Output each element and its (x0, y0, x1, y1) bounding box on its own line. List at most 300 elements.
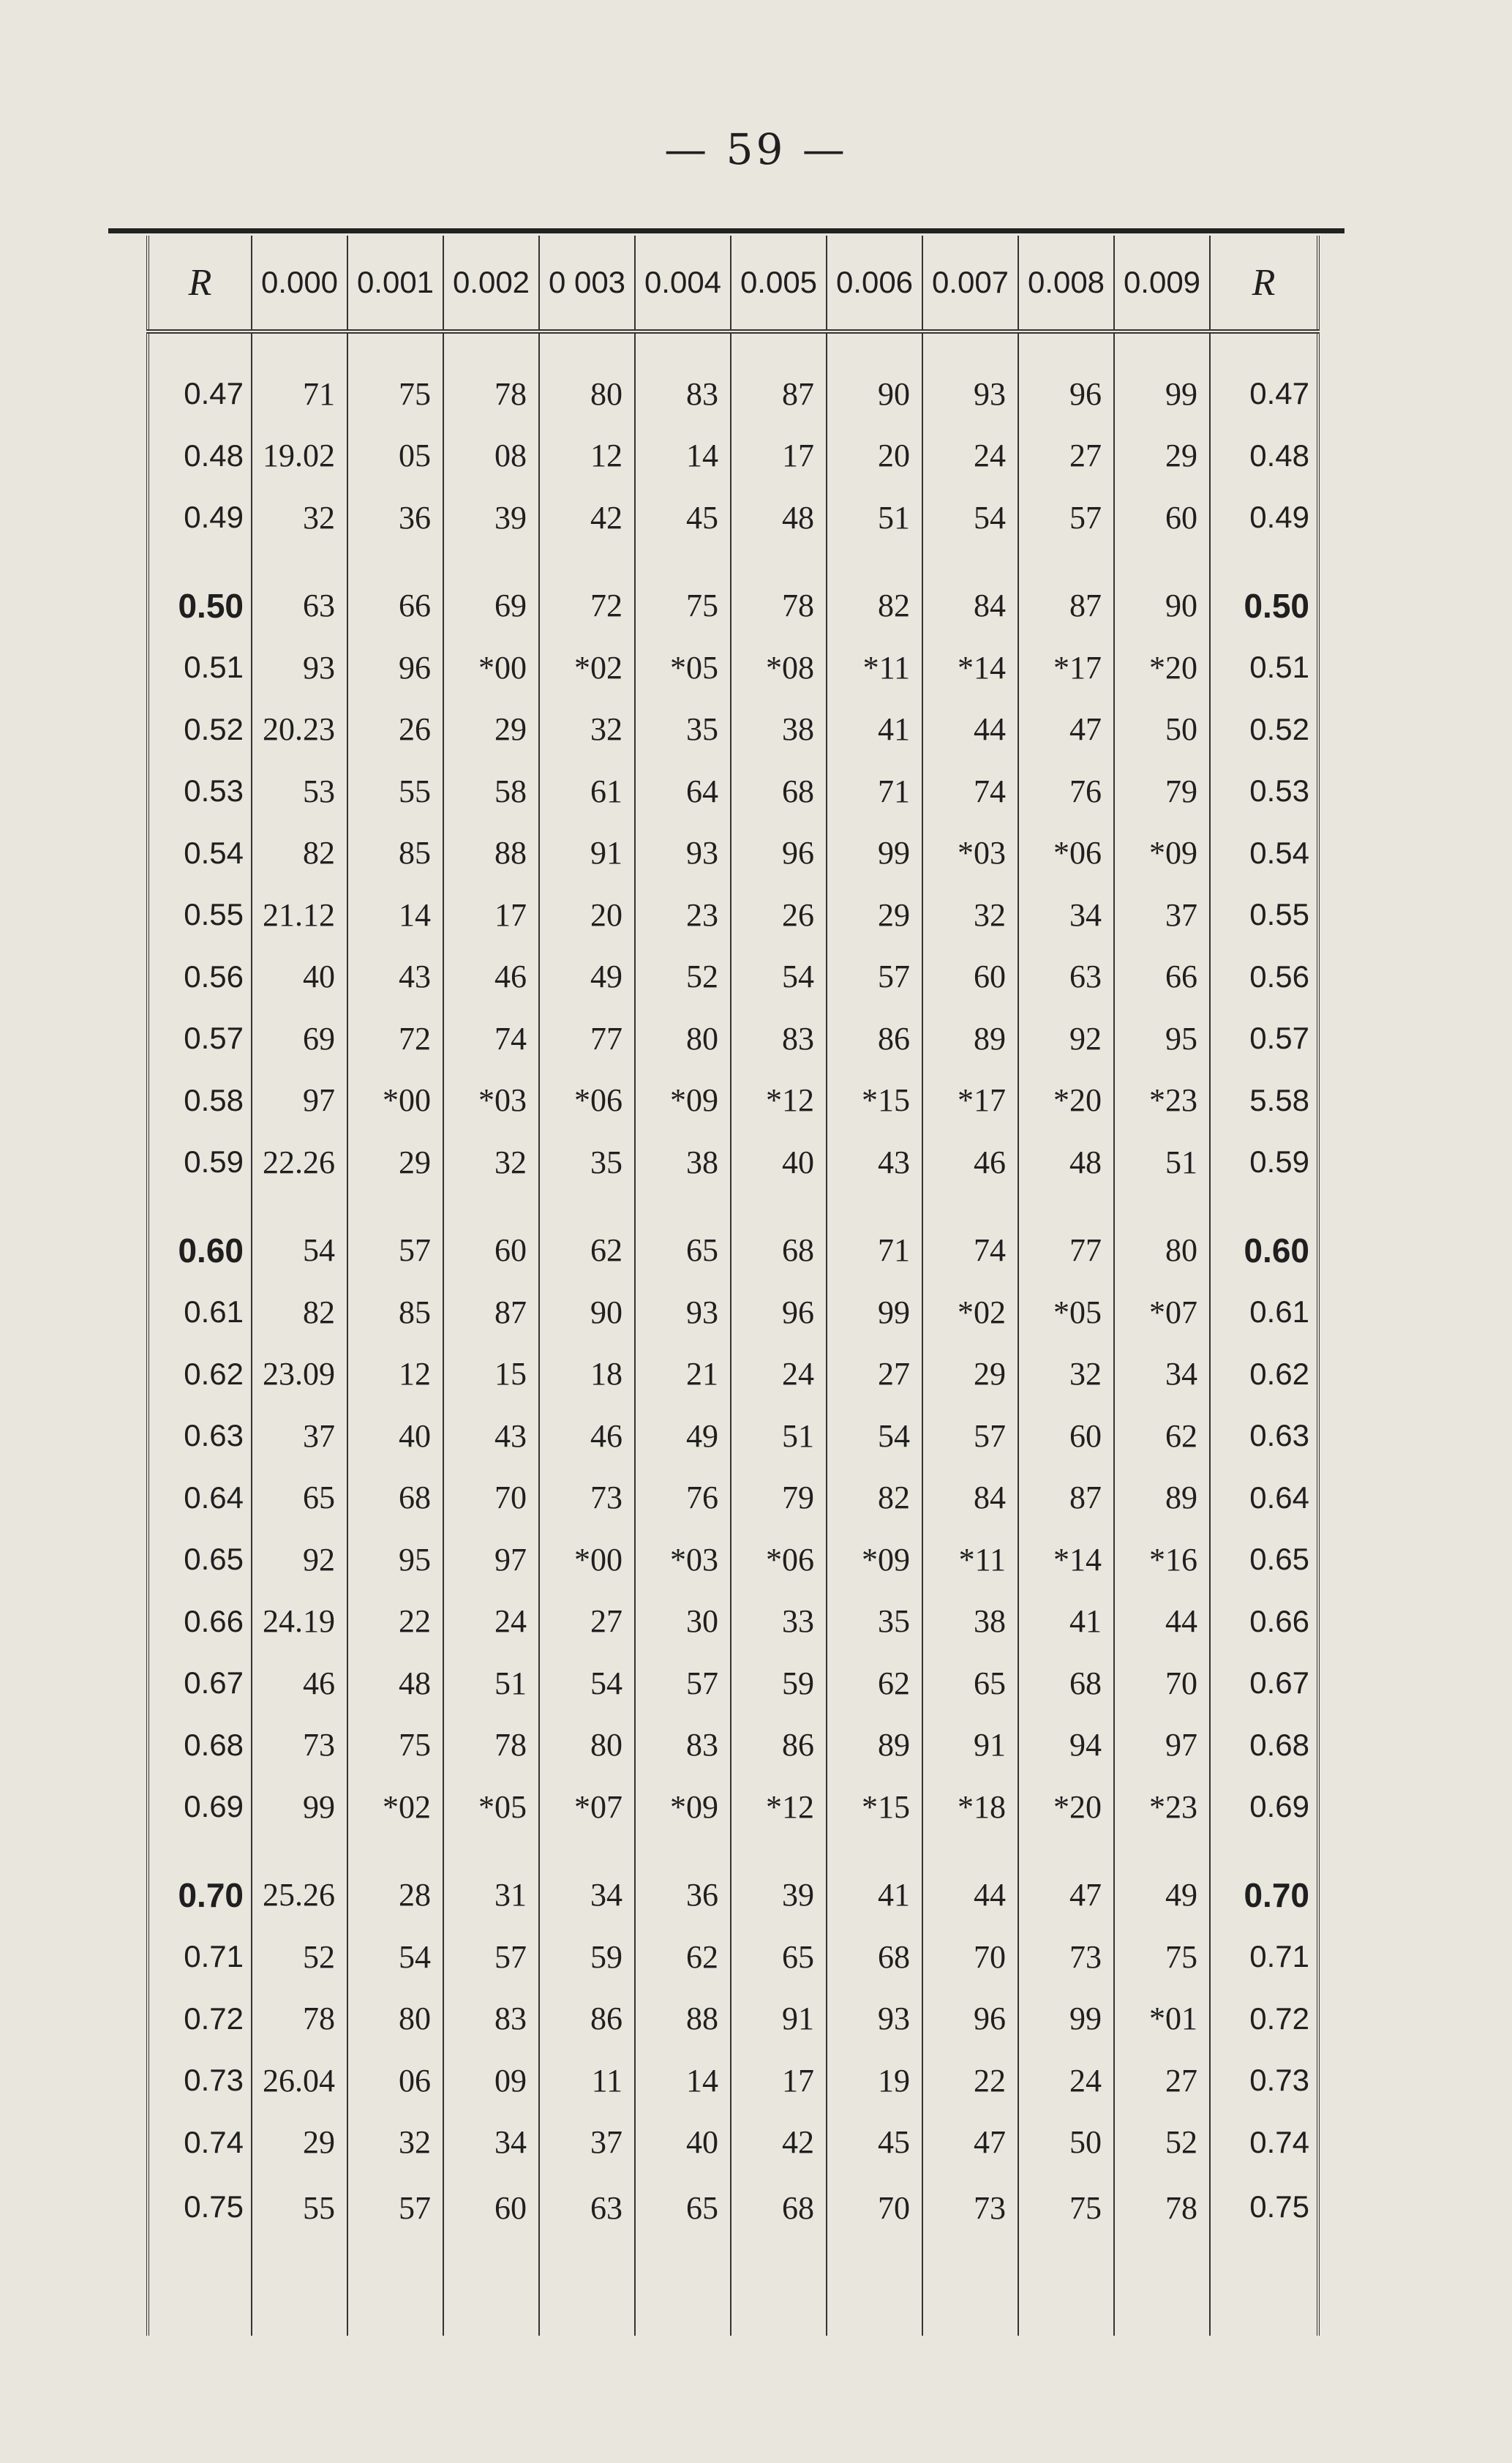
row-label-left: 0.65 (148, 1529, 252, 1591)
table-cell: 73 (922, 2173, 1018, 2336)
row-label-right: 0.59 (1210, 1131, 1318, 1193)
table-cell: 47 (922, 2112, 1018, 2174)
row-label-left: 0.64 (148, 1467, 252, 1529)
table-cell: 44 (922, 1838, 1018, 1927)
table-row (148, 637, 1318, 699)
table-cell: 41 (827, 699, 922, 761)
table-cell: 38 (922, 1591, 1018, 1653)
header-col: 0.005 (731, 236, 827, 331)
table-cell: 80 (539, 331, 635, 425)
table-cell: 66 (1114, 946, 1210, 1008)
table-cell: 51 (827, 487, 922, 549)
table-cell: *14 (922, 637, 1018, 699)
table-cell: 40 (252, 946, 347, 1008)
table-cell: 80 (347, 1988, 443, 2050)
row-label-right: 0.69 (1210, 1776, 1318, 1838)
table-cell: *23 (1114, 1776, 1210, 1838)
table-cell: 54 (252, 1193, 347, 1282)
table-row (148, 1405, 1318, 1467)
table-cell: 68 (827, 1926, 922, 1988)
table-cell: 75 (347, 331, 443, 425)
table-cell: 27 (827, 1343, 922, 1406)
table-cell: 60 (922, 946, 1018, 1008)
table-cell: *02 (347, 1776, 443, 1838)
row-label-left: 0.68 (148, 1714, 252, 1777)
table-cell: 22 (922, 2050, 1018, 2112)
table-cell: 88 (443, 822, 539, 885)
table-cell: 40 (635, 2112, 731, 2174)
table-row (148, 2050, 1318, 2112)
row-label-right: 0.48 (1210, 425, 1318, 487)
table-cell: 35 (539, 1131, 635, 1193)
table-cell: 24 (443, 1591, 539, 1653)
table-cell: 34 (1018, 884, 1114, 946)
table-cell: 82 (252, 1281, 347, 1343)
table-cell: *02 (539, 637, 635, 699)
table-cell: *11 (827, 637, 922, 699)
table-cell: 80 (635, 1008, 731, 1070)
table-cell: 97 (443, 1529, 539, 1591)
table-cell: 57 (1018, 487, 1114, 549)
row-label-right: 0.55 (1210, 884, 1318, 946)
table-cell: *07 (1114, 1281, 1210, 1343)
row-label-left: 0.56 (148, 946, 252, 1008)
table-cell: 71 (827, 760, 922, 822)
table-row (148, 946, 1318, 1008)
table-cell: 99 (827, 822, 922, 885)
table-cell: 70 (1114, 1652, 1210, 1714)
row-label-left: 0.59 (148, 1131, 252, 1193)
table-cell: 87 (1018, 549, 1114, 637)
table-cell: 96 (731, 822, 827, 885)
logarithm-table (146, 236, 1320, 2336)
table-cell: 43 (347, 946, 443, 1008)
table-cell: 48 (1018, 1131, 1114, 1193)
row-label-right: 0.74 (1210, 2112, 1318, 2174)
table-cell: *00 (539, 1529, 635, 1591)
table-cell: 75 (347, 1714, 443, 1777)
table-cell: 93 (252, 637, 347, 699)
table-cell: 60 (1114, 487, 1210, 549)
table-cell: 49 (539, 946, 635, 1008)
table-cell: 43 (827, 1131, 922, 1193)
table-cell: 68 (731, 2173, 827, 2336)
row-label-left: 0.53 (148, 760, 252, 822)
row-label-right: 0.72 (1210, 1988, 1318, 2050)
table-cell: 71 (252, 331, 347, 425)
table-cell: 68 (731, 760, 827, 822)
table-cell: 30 (635, 1591, 731, 1653)
row-label-left: 0.48 (148, 425, 252, 487)
table-cell: 71 (827, 1193, 922, 1282)
table-cell: 24 (731, 1343, 827, 1406)
table-cell: 65 (252, 1467, 347, 1529)
table-cell: 86 (731, 1714, 827, 1777)
table-cell: 36 (635, 1838, 731, 1927)
table-cell: 78 (731, 549, 827, 637)
table-cell: 29 (443, 699, 539, 761)
table-cell: 08 (443, 425, 539, 487)
row-label-right: 0.71 (1210, 1926, 1318, 1988)
table-cell: 90 (1114, 549, 1210, 637)
table-cell: *00 (443, 637, 539, 699)
table-cell: 33 (731, 1591, 827, 1653)
header-col: 0.000 (252, 236, 347, 331)
table-cell: 59 (731, 1652, 827, 1714)
row-label-left: 0.61 (148, 1281, 252, 1343)
table-cell: 42 (539, 487, 635, 549)
row-label-left: 0.60 (148, 1193, 252, 1282)
row-label-right: 0.67 (1210, 1652, 1318, 1714)
table-cell: 93 (635, 822, 731, 885)
table-cell: *12 (731, 1776, 827, 1838)
table-cell: 17 (731, 425, 827, 487)
table-cell: 99 (1114, 331, 1210, 425)
table-cell: 37 (252, 1405, 347, 1467)
table-cell: 26 (731, 884, 827, 946)
table-cell: 35 (827, 1591, 922, 1653)
table-cell: 47 (1018, 699, 1114, 761)
table-cell: 20 (827, 425, 922, 487)
table-cell: 99 (252, 1776, 347, 1838)
table-cell: 74 (922, 1193, 1018, 1282)
table-cell: 91 (539, 822, 635, 885)
table-row (148, 1652, 1318, 1714)
row-label-left: 0.52 (148, 699, 252, 761)
row-label-right: 0.73 (1210, 2050, 1318, 2112)
table-row (148, 331, 1318, 425)
table-row (148, 1281, 1318, 1343)
table-cell: 12 (347, 1343, 443, 1406)
table-cell: 46 (443, 946, 539, 1008)
table-cell: 52 (1114, 2112, 1210, 2174)
table-cell: 86 (539, 1988, 635, 2050)
table-cell: 93 (922, 331, 1018, 425)
table-cell: *20 (1018, 1070, 1114, 1132)
table-row (148, 699, 1318, 761)
top-rule (108, 228, 1344, 233)
table-cell: 15 (443, 1343, 539, 1406)
table-cell: 68 (347, 1467, 443, 1529)
table-cell: *16 (1114, 1529, 1210, 1591)
table-cell: 78 (1114, 2173, 1210, 2336)
table-cell: 65 (922, 1652, 1018, 1714)
table-cell: 65 (731, 1926, 827, 1988)
table-cell: 96 (347, 637, 443, 699)
table-cell: 92 (1018, 1008, 1114, 1070)
table-cell: 57 (443, 1926, 539, 1988)
table-cell: 21.12 (252, 884, 347, 946)
table-row (148, 1193, 1318, 1282)
table-cell: 83 (443, 1988, 539, 2050)
table-cell: 72 (539, 549, 635, 637)
table-cell: 80 (1114, 1193, 1210, 1282)
table-cell: 91 (731, 1988, 827, 2050)
table-row (148, 1070, 1318, 1132)
table-cell: 57 (827, 946, 922, 1008)
table-row (148, 425, 1318, 487)
table-cell: 54 (827, 1405, 922, 1467)
table-cell: 70 (443, 1467, 539, 1529)
table-cell: *03 (443, 1070, 539, 1132)
table-cell: 65 (635, 1193, 731, 1282)
table-cell: 29 (1114, 425, 1210, 487)
table-cell: 73 (1018, 1926, 1114, 1988)
table-cell: 50 (1114, 699, 1210, 761)
table-cell: 82 (827, 549, 922, 637)
table-cell: 40 (347, 1405, 443, 1467)
table-cell: 20 (539, 884, 635, 946)
table-cell: 14 (635, 425, 731, 487)
table-row (148, 1776, 1318, 1838)
table-cell: *05 (1018, 1281, 1114, 1343)
table-cell: 75 (635, 549, 731, 637)
table-cell: 37 (539, 2112, 635, 2174)
table-cell: 55 (252, 2173, 347, 2336)
table-cell: 34 (1114, 1343, 1210, 1406)
table-cell: 76 (1018, 760, 1114, 822)
table-cell: 59 (539, 1926, 635, 1988)
table-row (148, 884, 1318, 946)
row-label-right: 0.68 (1210, 1714, 1318, 1777)
header-col: 0.009 (1114, 236, 1210, 331)
table-row (148, 1131, 1318, 1193)
table-cell: 85 (347, 822, 443, 885)
table-cell: 11 (539, 2050, 635, 2112)
table-cell: 31 (443, 1838, 539, 1927)
table-cell: *09 (1114, 822, 1210, 885)
table-cell: 36 (347, 487, 443, 549)
table-cell: 72 (347, 1008, 443, 1070)
table-cell: *08 (731, 637, 827, 699)
table-cell: 09 (443, 2050, 539, 2112)
table-cell: 17 (731, 2050, 827, 2112)
header-row (148, 236, 1318, 331)
row-label-right: 0.64 (1210, 1467, 1318, 1529)
table-cell: *15 (827, 1070, 922, 1132)
table-cell: *02 (922, 1281, 1018, 1343)
table-cell: 42 (731, 2112, 827, 2174)
table-cell: 05 (347, 425, 443, 487)
table-cell: 23.09 (252, 1343, 347, 1406)
table-cell: 27 (1114, 2050, 1210, 2112)
table-cell: 29 (922, 1343, 1018, 1406)
table-cell: 49 (635, 1405, 731, 1467)
table-row (148, 760, 1318, 822)
table-cell: 96 (1018, 331, 1114, 425)
table-cell: *05 (443, 1776, 539, 1838)
table-row (148, 549, 1318, 637)
table-cell: 24.19 (252, 1591, 347, 1653)
header-col: 0.002 (443, 236, 539, 331)
table-row (148, 1838, 1318, 1927)
table-cell: 69 (443, 549, 539, 637)
table-cell: 24 (1018, 2050, 1114, 2112)
table-cell: 73 (539, 1467, 635, 1529)
table-cell: 99 (1018, 1988, 1114, 2050)
row-label-left: 0.50 (148, 549, 252, 637)
table-cell: 82 (827, 1467, 922, 1529)
table-cell: 61 (539, 760, 635, 822)
table-cell: 74 (922, 760, 1018, 822)
table-cell: 22.26 (252, 1131, 347, 1193)
row-label-left: 0.71 (148, 1926, 252, 1988)
table-cell: 95 (1114, 1008, 1210, 1070)
table-cell: *00 (347, 1070, 443, 1132)
table-cell: 53 (252, 760, 347, 822)
table-cell: 87 (443, 1281, 539, 1343)
table-cell: 82 (252, 822, 347, 885)
table-cell: 24 (922, 425, 1018, 487)
header-r-right: R (1210, 236, 1318, 331)
row-label-right: 0.62 (1210, 1343, 1318, 1406)
row-label-right: 0.54 (1210, 822, 1318, 885)
table-cell: 69 (252, 1008, 347, 1070)
table-cell: 87 (1018, 1467, 1114, 1529)
table-cell: 52 (252, 1926, 347, 1988)
row-label-right: 0.65 (1210, 1529, 1318, 1591)
table-cell: 55 (347, 760, 443, 822)
row-label-left: 0.69 (148, 1776, 252, 1838)
table-cell: *23 (1114, 1070, 1210, 1132)
table-cell: 32 (347, 2112, 443, 2174)
table-cell: 48 (731, 487, 827, 549)
table-cell: 94 (1018, 1714, 1114, 1777)
table-cell: 99 (827, 1281, 922, 1343)
row-label-right: 0.61 (1210, 1281, 1318, 1343)
table-cell: 73 (252, 1714, 347, 1777)
table-cell: 97 (252, 1070, 347, 1132)
row-label-left: 0.54 (148, 822, 252, 885)
table-cell: 51 (731, 1405, 827, 1467)
table-row (148, 1008, 1318, 1070)
table-cell: 65 (635, 2173, 731, 2336)
table-cell: 21 (635, 1343, 731, 1406)
table-cell: 39 (443, 487, 539, 549)
table-row (148, 1591, 1318, 1653)
table-cell: 96 (731, 1281, 827, 1343)
table-cell: 74 (443, 1008, 539, 1070)
table-cell: 17 (443, 884, 539, 946)
table-row (148, 1343, 1318, 1406)
table-cell: 79 (1114, 760, 1210, 822)
row-label-right: 0.66 (1210, 1591, 1318, 1653)
header-col: 0.004 (635, 236, 731, 331)
table-cell: 23 (635, 884, 731, 946)
row-label-left: 0.72 (148, 1988, 252, 2050)
row-label-right: 0.47 (1210, 331, 1318, 425)
table-cell: *14 (1018, 1529, 1114, 1591)
table-cell: 41 (1018, 1591, 1114, 1653)
table-cell: 22 (347, 1591, 443, 1653)
row-label-right: 0.50 (1210, 549, 1318, 637)
table-cell: 38 (731, 699, 827, 761)
header-col: 0.008 (1018, 236, 1114, 331)
table-cell: *03 (635, 1529, 731, 1591)
row-label-left: 0.47 (148, 331, 252, 425)
table-cell: 32 (922, 884, 1018, 946)
table-cell: *05 (635, 637, 731, 699)
table-cell: 29 (347, 1131, 443, 1193)
table-cell: 83 (731, 1008, 827, 1070)
table-cell: 63 (1018, 946, 1114, 1008)
table-cell: 63 (539, 2173, 635, 2336)
table-cell: 89 (827, 1714, 922, 1777)
table-cell: 40 (731, 1131, 827, 1193)
table-cell: 44 (922, 699, 1018, 761)
table-cell: 19 (827, 2050, 922, 2112)
row-label-right: 0.57 (1210, 1008, 1318, 1070)
table-cell: 62 (1114, 1405, 1210, 1467)
header-col: 0 003 (539, 236, 635, 331)
table-row (148, 1988, 1318, 2050)
table-cell: 51 (1114, 1131, 1210, 1193)
table-cell: 77 (1018, 1193, 1114, 1282)
table-cell: *06 (539, 1070, 635, 1132)
table-cell: 06 (347, 2050, 443, 2112)
row-label-right: 0.52 (1210, 699, 1318, 761)
row-label-right: 0.53 (1210, 760, 1318, 822)
row-label-left: 0.51 (148, 637, 252, 699)
table-cell: 32 (252, 487, 347, 549)
table-cell: 93 (635, 1281, 731, 1343)
table-cell: 83 (635, 331, 731, 425)
table-cell: 79 (731, 1467, 827, 1529)
table-cell: *17 (1018, 637, 1114, 699)
table-cell: 68 (1018, 1652, 1114, 1714)
table-cell: 66 (347, 549, 443, 637)
header-col: 0.007 (922, 236, 1018, 331)
table-cell: 60 (443, 2173, 539, 2336)
table-cell: 89 (1114, 1467, 1210, 1529)
table-cell: 45 (635, 487, 731, 549)
header-r-left: R (148, 236, 252, 331)
table-cell: 32 (443, 1131, 539, 1193)
table-cell: 70 (922, 1926, 1018, 1988)
row-label-right: 0.51 (1210, 637, 1318, 699)
table-cell: 52 (635, 946, 731, 1008)
table-cell: 44 (1114, 1591, 1210, 1653)
table-cell: 41 (827, 1838, 922, 1927)
table-cell: *09 (635, 1776, 731, 1838)
table-cell: 14 (347, 884, 443, 946)
table-cell: 93 (827, 1988, 922, 2050)
row-label-right: 0.60 (1210, 1193, 1318, 1282)
header-col: 0.006 (827, 236, 922, 331)
page-number: — 59 — (664, 124, 848, 174)
table-cell: 18 (539, 1343, 635, 1406)
row-label-left: 0.75 (148, 2173, 252, 2336)
table-cell: 75 (1114, 1926, 1210, 1988)
table-cell: 57 (922, 1405, 1018, 1467)
table-cell: 45 (827, 2112, 922, 2174)
row-label-right: 0.75 (1210, 2173, 1318, 2336)
table-cell: 46 (252, 1652, 347, 1714)
table-cell: 20.23 (252, 699, 347, 761)
row-label-right: 0.49 (1210, 487, 1318, 549)
table-cell: 51 (443, 1652, 539, 1714)
table-cell: *12 (731, 1070, 827, 1132)
table-cell: 77 (539, 1008, 635, 1070)
table-cell: 63 (252, 549, 347, 637)
table-cell: 50 (1018, 2112, 1114, 2174)
table-cell: 49 (1114, 1838, 1210, 1927)
table-cell: 25.26 (252, 1838, 347, 1927)
table-cell: 57 (635, 1652, 731, 1714)
table-cell: 27 (1018, 425, 1114, 487)
table-cell: 57 (347, 2173, 443, 2336)
table-cell: 78 (443, 1714, 539, 1777)
